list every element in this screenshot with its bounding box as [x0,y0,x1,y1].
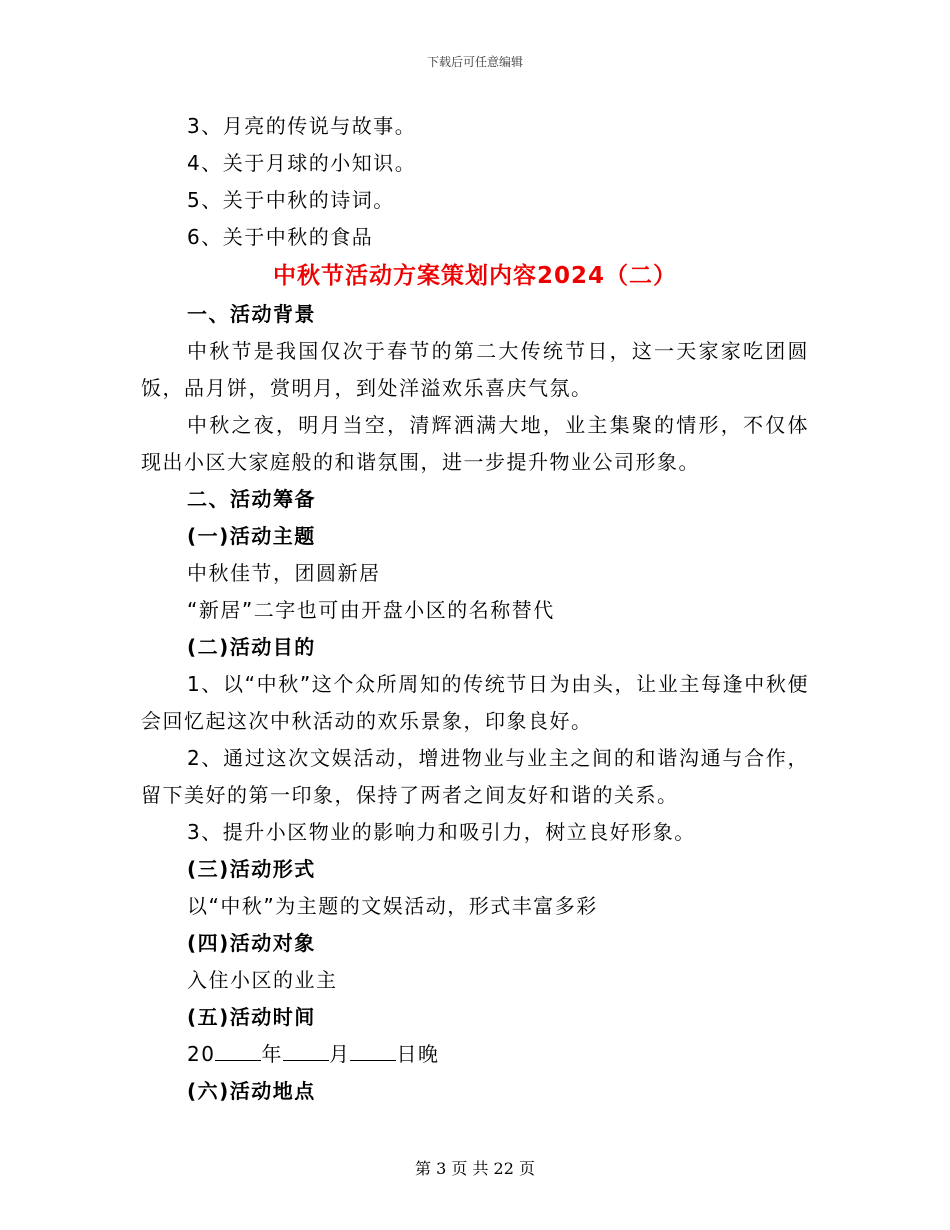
subheading-place: (六)活动地点 [187,1079,316,1103]
subheading-form: (三)活动形式 [187,857,316,881]
year-label: 年 [261,1042,283,1066]
section-heading-preparation: 二、活动筹备 [187,487,316,511]
year-prefix: 20 [187,1042,216,1066]
form-text: 以“中秋”为主题的文娱活动，形式丰富多彩 [187,894,598,918]
theme-text: 中秋佳节，团圆新居 [187,561,381,585]
subheading-theme: (一)活动主题 [187,524,316,548]
list-item: 5、关于中秋的诗词。 [187,188,395,212]
list-item: 3、月亮的传说与故事。 [187,114,417,138]
page-header-note: 下载后可任意编辑 [426,55,523,69]
year-blank [215,1038,261,1061]
goal-item-2: 2、通过这次文娱活动，增进物业与业主之间的和谐沟通与合作，留下美好的第一印象，保持了两者之间友好和谐的关系。 [141,746,809,807]
month-blank [283,1038,329,1061]
goal-item-1: 1、以“中秋”这个众所周知的传统节日为由头，让业主每逢中秋便会回忆起这次中秋活动的欢乐景象，印象良好。 [141,672,809,733]
list-item: 4、关于月球的小知识。 [187,151,417,175]
background-paragraph-1: 中秋节是我国仅次于春节的第二大传统节日，这一天家家吃团圆饭，品月饼，赏明月，到处洋溢欢乐喜庆气氛。 [141,339,809,400]
subheading-target: (四)活动对象 [187,931,316,955]
list-item: 6、关于中秋的食品 [187,225,374,249]
theme-note: “新居”二字也可由开盘小区的名称替代 [187,598,555,622]
day-label: 日晚 [396,1042,440,1066]
subheading-goal: (二)活动目的 [187,635,316,659]
page-content [141,108,809,1110]
subheading-time: (五)活动时间 [187,1005,316,1029]
target-text: 入住小区的业主 [187,968,338,992]
page-footer-number: 第 3 页 共 22 页 [415,1159,535,1178]
document-title: 中秋节活动方案策划内容2024（二） [272,263,677,289]
day-blank [350,1038,396,1061]
section-heading-background: 一、活动背景 [187,302,316,326]
time-text [141,1036,809,1073]
month-label: 月 [328,1042,351,1066]
background-paragraph-2: 中秋之夜，明月当空，清辉洒满大地，业主集聚的情形，不仅体现出小区大家庭般的和谐氛围，进一步提升物业公司形象。 [141,413,809,474]
goal-item-3: 3、提升小区物业的影响力和吸引力，树立良好形象。 [187,820,696,844]
